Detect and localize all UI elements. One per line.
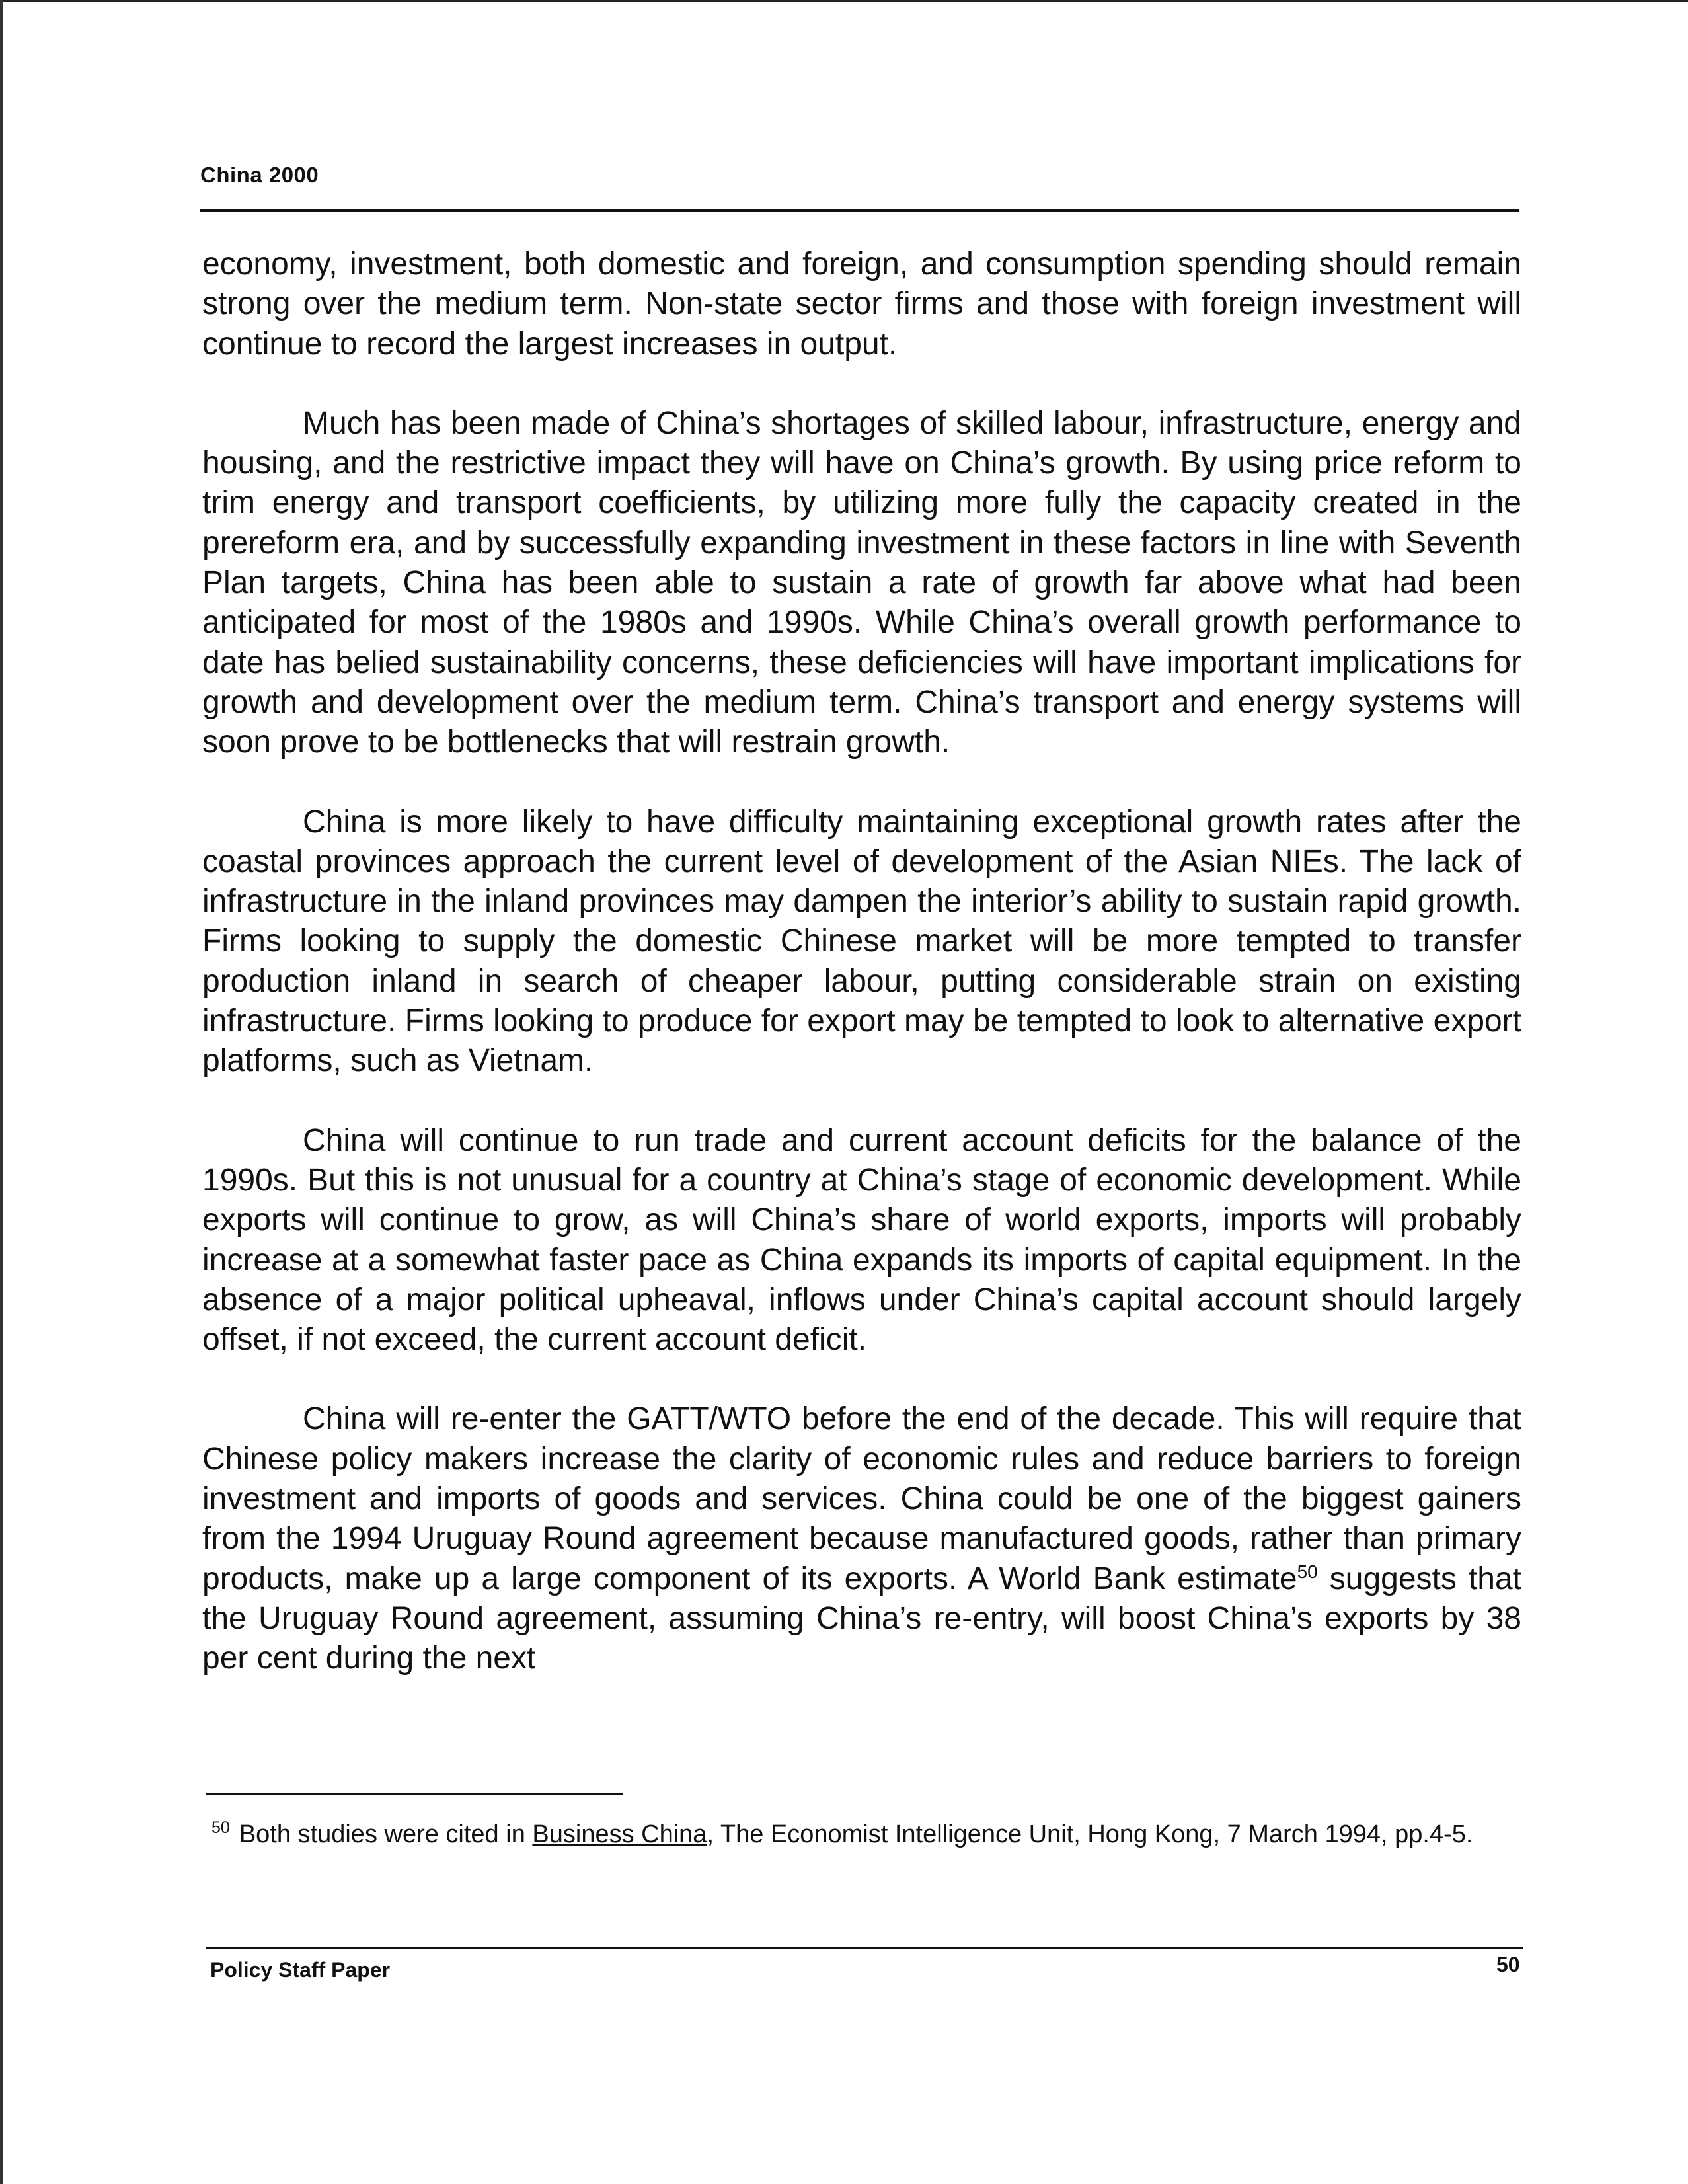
paragraph-5-text-end: suggests that the Uruguay Round agreement, assuming China’s re-entry, will boost China’s exports by 38 per cent during the next (202, 1561, 1522, 1676)
footnote-text: Both studies were cited in (239, 1820, 533, 1848)
scan-edge (0, 0, 1688, 2)
footnote-source-title: Business China (532, 1820, 707, 1848)
header-rule (200, 209, 1519, 212)
paragraph-5-text: China will re-enter the GATT/WTO before the end of the decade. This will require that Chinese policy makers increase the clarity of economic rules and reduce barriers to foreign investment and imports of goods and services. China could be one of the biggest gainers from the 1994 Uruguay Round agreement because manufactured goods, rather than primary products, make up a large component of its exports. A World Bank estimate (202, 1401, 1521, 1596)
scan-edge (0, 0, 3, 2184)
footnote-rule (206, 1793, 623, 1795)
paragraph-1: economy, investment, both domestic and foreign, and consumption spending should remain strong over the medium term. Non-state sector firms and those with foreign investment will continue to record the largest increases in output. (202, 247, 1521, 362)
footnote-text-end: , The Economist Intelligence Unit, Hong Kong, 7 March 1994, pp.4-5. (707, 1820, 1473, 1848)
footer-series: Policy Staff Paper (210, 1958, 391, 1982)
footnote (211, 1816, 1523, 1853)
body-text (202, 245, 1521, 1679)
paragraph-3: China is more likely to have difficulty maintaining exceptional growth rates after the coastal provinces approach the current level of development of the Asian NIEs. The lack of infrastructure in the inland provinces may dampen the interior’s ability to sustain rapid growth. Firms looking to supply the domestic Chinese market will be more tempted to transfer production inland in search of cheaper labour, putting considerable strain on existing infrastructure. Firms looking to produce for export may be tempted to look to alternative export platforms, such as Vietnam. (202, 804, 1521, 1079)
running-head: China 2000 (200, 163, 319, 187)
page-number: 50 (1496, 1953, 1520, 1976)
footer-rule (206, 1947, 1523, 1949)
footnote-mark: 50 (211, 1818, 230, 1838)
paragraph-2: Much has been made of China’s shortages of skilled labour, infrastructure, energy and housing, and the restrictive impact they will have on China’s growth. By using price reform to trim energy and transport coefficients, by utilizing more fully the capacity created in the prereform era, and by successfully expanding investment in these factors in line with Seventh Plan targets, China has been able to sustain a rate of growth far above what had been anticipated for most of the 1980s and 1990s. While China’s overall growth performance to date has belied sustainability concerns, these deficiencies will have important implications for growth and development over the medium term. China’s transport and energy systems will soon prove to be bottlenecks that will restrain growth. (202, 405, 1521, 760)
paragraph-5 (202, 1399, 1521, 1678)
footnote-reference: 50 (1297, 1561, 1318, 1582)
paragraph-4: China will continue to run trade and current account deficits for the balance of the 1990s. But this is not unusual for a country at China’s stage of economic development. While exports will continue to grow, as will China’s share of world exports, imports will probably increase at a somewhat faster pace as China expands its imports of capital equipment. In the absence of a major political upheaval, inflows under China’s capital account should largely offset, if not exceed, the current account deficit. (202, 1122, 1521, 1358)
